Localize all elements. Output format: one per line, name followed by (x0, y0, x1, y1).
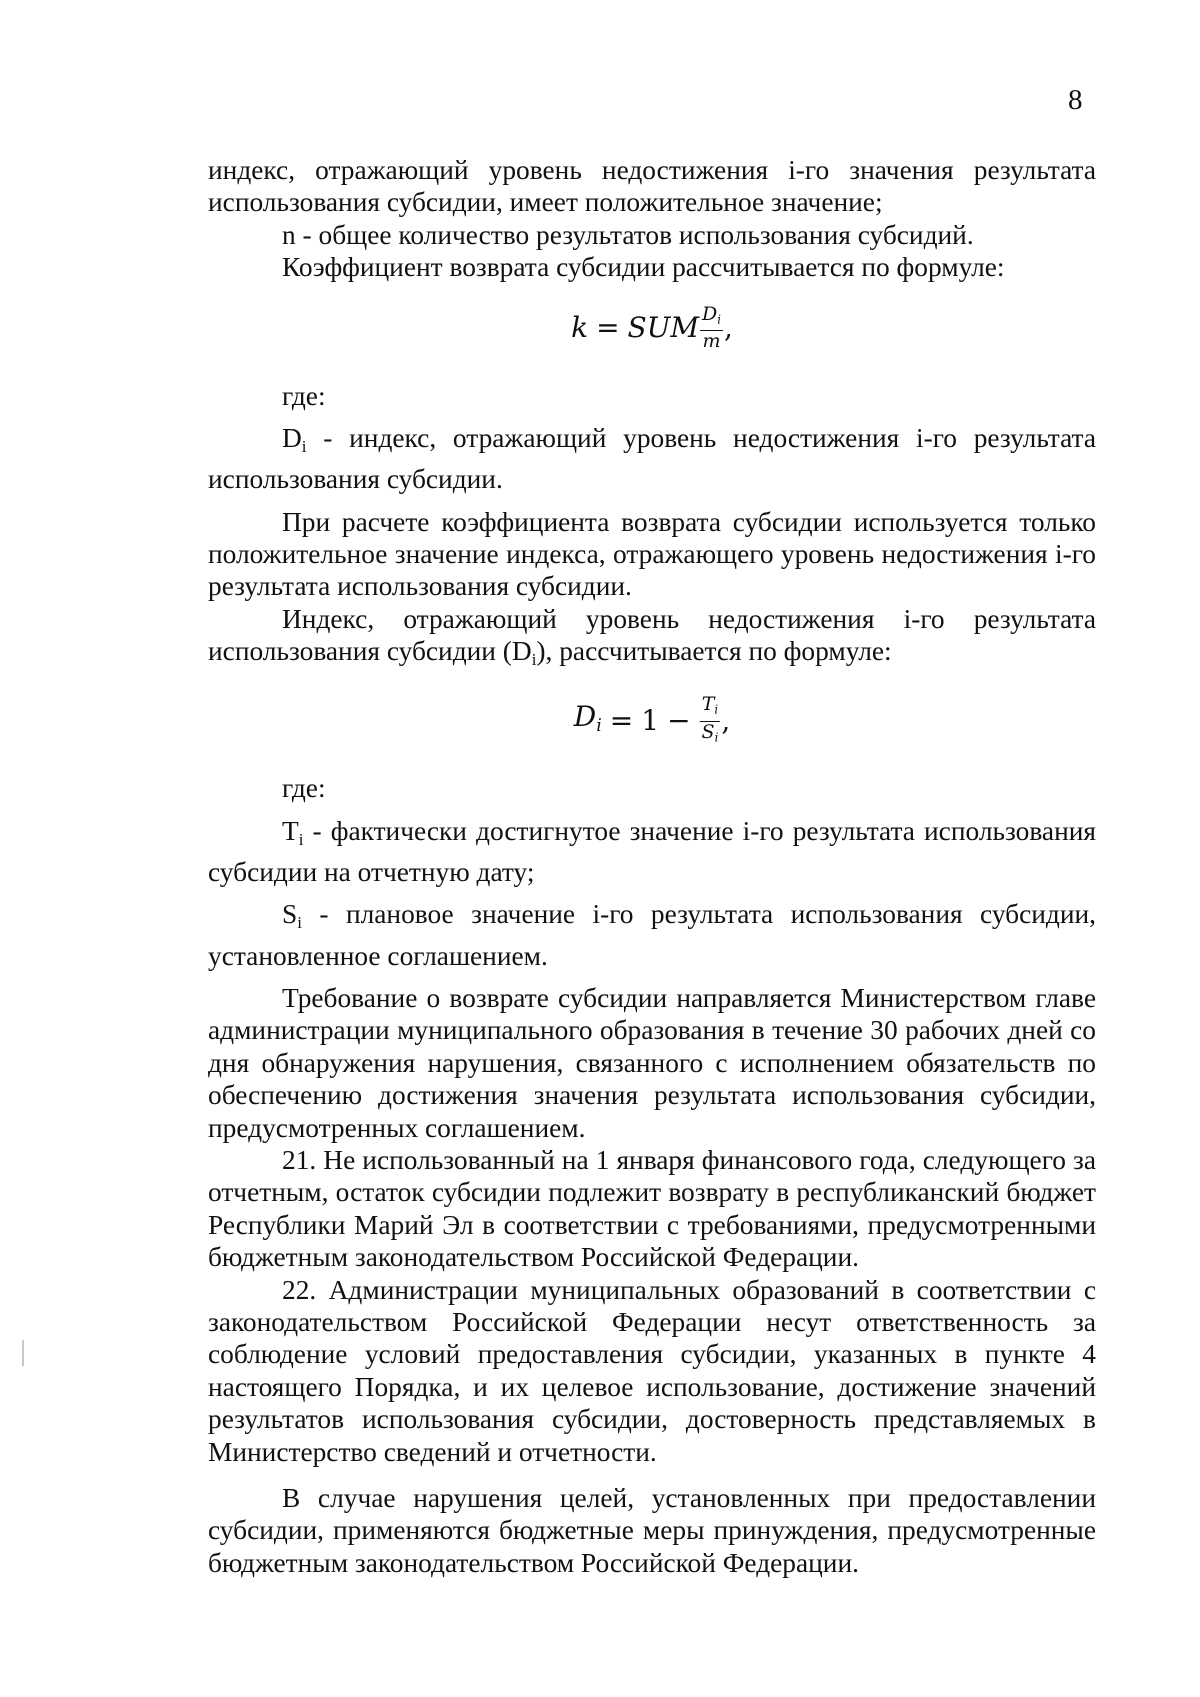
formula-d-numerator: $T_i$ (700, 694, 720, 721)
page-content (208, 154, 1096, 1579)
paragraph-n-definition: n - общее количество результатов использования субсидий. (282, 219, 974, 250)
formula-d-equals: = (609, 703, 634, 737)
page-number: 8 (1068, 84, 1083, 116)
paragraph-22: 22. Администрации муниципальных образований в соответствии с законодательством Российской Федерации несут ответственность за соблюдение условий предоставления субсидии, указанных в пункте 4 настоящего Порядка, и их целевое использование, достижение значений результатов использования субсидии, достоверность представляемых в Министерство сведений и отчетности. (208, 1274, 1096, 1467)
formula-d-one: 1 (641, 703, 660, 737)
formula-index-d (208, 676, 1096, 772)
paragraph-violation: В случае нарушения целей, установленных при предоставлении субсидии, применяются бюджетные меры принуждения, предусмотренные бюджетным законодательством Российской Федерации. (208, 1483, 1096, 1578)
formula-d-minus: − (667, 703, 691, 737)
definition-t-actual: $T_i$ - фактически достигнутое значение i-го результата использования субсидии на отчетную дату; (208, 815, 1096, 887)
formula-k-equals: = (596, 310, 620, 344)
paragraph-positive-value: При расчете коэффициента возврата субсидии используется только положительное значение индекса, отражающего уровень недостижения i-го результата использования субсидии. (208, 506, 1096, 602)
formula-k-numerator: $D_i$ (700, 304, 723, 331)
formula-d-fraction (700, 694, 721, 748)
formula-d-denominator: $S_i$ (701, 720, 719, 744)
paragraph-21: 21. Не использованный на 1 января финансового года, следующего за отчетным, остаток субсидии подлежит возврату в республиканский бюджет Республики Марий Эл в соответствии с требованиями, предусмотренными бюджетным законодательством Российской Федерации. (208, 1144, 1096, 1273)
formula-k-sum: SUM (627, 310, 699, 344)
formula-k-lhs: k (571, 310, 589, 344)
scan-edge-mark (22, 1340, 24, 1366)
paragraph-return-requirement: Требование о возврате субсидии направляется Министерством главе администрации муниципального образования в течение 30 рабочих дней со дня обнаружения нарушения, связанного с исполнением обязательств по обеспечению достижения значения результата использования субсидии, предусмотренных соглашением. (208, 982, 1096, 1143)
formula-k-denominator: m (702, 329, 721, 352)
formula-return-coefficient (208, 284, 1096, 380)
formula-k-fraction (700, 304, 723, 352)
paragraph-coefficient-intro: Коэффициент возврата субсидии рассчитывается по формуле: (282, 252, 1005, 283)
formula-d-lhs: $D_i$ (573, 699, 602, 736)
where-label: где: (282, 380, 326, 411)
definition-s-planned: $S_i$ - плановое значение i-го результата использования субсидии, установленное соглашением. (208, 899, 1096, 971)
where-label-2: где: (282, 773, 326, 804)
paragraph-index-continuation: индекс, отражающий уровень недостижения i-го значения результата использования субсидии, имеет положительное значение; (208, 155, 1096, 218)
formula-d-comma: , (721, 703, 731, 737)
formula-k-comma: , (723, 310, 733, 344)
definition-d-index: $D_i$ - индекс, отражающий уровень недостижения i-го результата использования субсидии. (208, 423, 1096, 495)
paragraph-index-formula-intro: Индекс, отражающий уровень недостижения i-го результата использования субсидии $(D_i)$, рассчитывается по формуле: (208, 603, 1096, 669)
